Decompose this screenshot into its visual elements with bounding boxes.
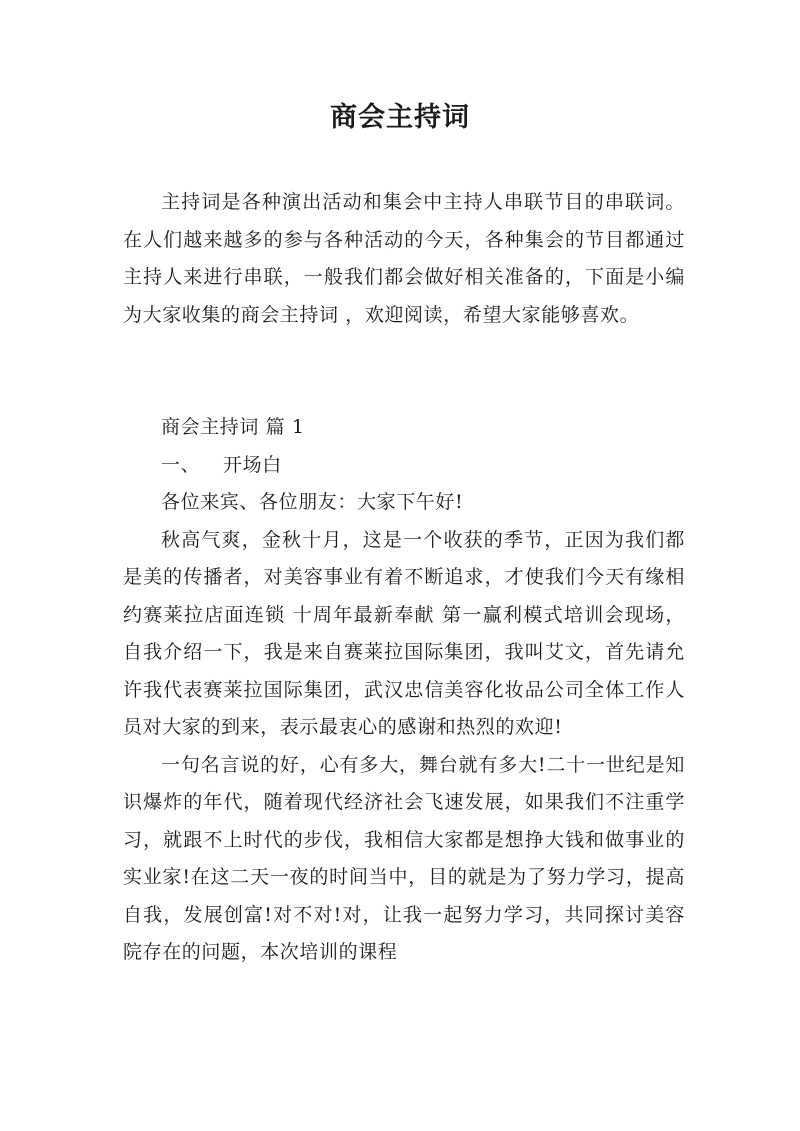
greeting-line: 各位来宾、各位朋友：大家下午好! bbox=[161, 491, 464, 513]
subheading-text: 开场白 bbox=[223, 453, 282, 476]
body-paragraph-1: 秋高气爽，金秋十月，这是一个收获的季节，正因为我们都是美的传播者，对美容事业有着不断追求，才使我们今天有缘相约赛莱拉店面连锁 十周年最新奉献 第一赢利模式培训会现场， 自我介绍一下，我是来自赛莱拉国际集团，我叫艾文，首先请允许我代表赛莱拉国际集团，武汉忠信美容化妆品公司全体工作人员对大家的到来，表示最衷心的感谢和热烈的欢迎! bbox=[123, 528, 685, 738]
document-title: 商会主持词 bbox=[330, 102, 470, 133]
subheading-number: 一、 bbox=[161, 453, 201, 476]
main-section bbox=[123, 409, 685, 972]
intro-section bbox=[123, 184, 685, 334]
subheading bbox=[123, 447, 685, 485]
section-heading: 商会主持词 篇 1 bbox=[161, 416, 305, 438]
intro-paragraph: 主持词是各种演出活动和集会中主持人串联节目的串联词。在人们越来越多的参与各种活动的今天，各种集会的节目都通过主持人来进行串联，一般我们都会做好相关准备的，下面是小编为大家收集的商会主持词 ，欢迎阅读，希望大家能够喜欢。 bbox=[123, 191, 685, 326]
body-paragraph-2: 一句名言说的好，心有多大，舞台就有多大!二十一世纪是知识爆炸的年代，随着现代经济社会飞速发展，如果我们不注重学习，就跟不上时代的步伐，我相信大家都是想挣大钱和做事业的实业家!在这二天一夜的时间当中，目的就是为了努力学习，提高自我，发展创富!对不对!对，让我一起努力学习，共同探讨美容院存在的问题，本次培训的课程 bbox=[123, 753, 685, 963]
